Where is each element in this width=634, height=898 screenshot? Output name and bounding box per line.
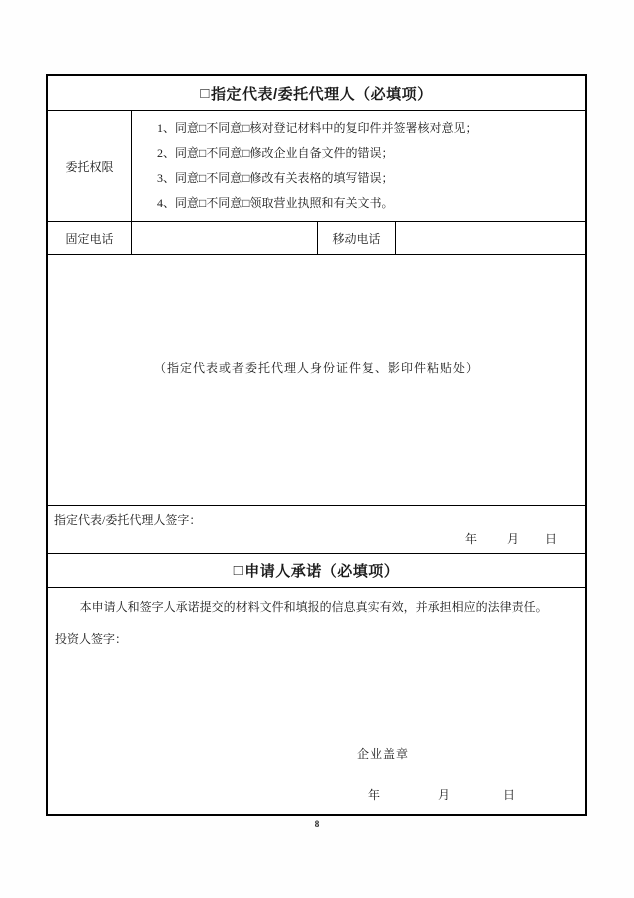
day-label: 日 <box>503 788 516 802</box>
page-number: 8 <box>314 819 320 829</box>
item4-disagree-checkbox[interactable]: □ <box>242 196 250 210</box>
authority-item-1 <box>157 116 585 141</box>
company-seal-label: 企业盖章 <box>357 747 410 761</box>
commitment-text: 本申请人和签字人承诺提交的材料文件和填报的信息真实有效，并承担相应的法律责任。 <box>79 600 548 614</box>
item2-text: 修改企业自备文件的错误； <box>249 146 394 160</box>
item2-disagree-checkbox[interactable]: □ <box>242 146 250 160</box>
mobile-phone-label-cell <box>318 222 396 254</box>
item1-disagree-label: 不同意 <box>206 121 243 135</box>
section2-title: 申请人承诺（必填项） <box>244 563 400 580</box>
item2-agree-label: 2、同意 <box>157 146 200 160</box>
item1-agree-label: 1、同意 <box>157 121 200 135</box>
authority-label-cell <box>48 111 132 221</box>
item3-text: 修改有关表格的填写错误； <box>249 171 394 185</box>
section2-title-checkbox[interactable]: □ <box>233 562 244 579</box>
month-label: 月 <box>438 788 451 802</box>
item1-disagree-checkbox[interactable]: □ <box>242 121 250 135</box>
mobile-phone-label: 移动电话 <box>332 231 381 246</box>
registration-form-table <box>46 74 587 816</box>
year-label: 年 <box>464 532 477 546</box>
phone-row <box>48 221 585 254</box>
item1-agree-checkbox[interactable]: □ <box>199 121 207 135</box>
item4-disagree-label: 不同意 <box>206 196 243 210</box>
item3-disagree-label: 不同意 <box>206 171 243 185</box>
section2-title-row <box>48 553 585 587</box>
fixed-phone-input-cell[interactable] <box>132 222 318 254</box>
id-paste-note: （指定代表或者委托代理人身份证件复、影印件粘贴处） <box>153 361 479 375</box>
authority-list <box>132 111 585 221</box>
item1-text: 核对登记材料中的复印件并签署核对意见； <box>249 121 478 135</box>
month-label: 月 <box>506 532 519 546</box>
mobile-phone-input-cell[interactable] <box>396 222 585 254</box>
fixed-phone-label-cell <box>48 222 132 254</box>
item4-agree-checkbox[interactable]: □ <box>199 196 207 210</box>
item3-agree-label: 3、同意 <box>157 171 200 185</box>
section1-title-checkbox[interactable]: □ <box>200 84 210 102</box>
section1-title: 指定代表/委托代理人（必填项） <box>210 85 433 103</box>
authority-item-4 <box>157 191 585 216</box>
item2-disagree-label: 不同意 <box>206 146 243 160</box>
year-label: 年 <box>368 788 381 802</box>
item3-agree-checkbox[interactable]: □ <box>199 171 207 185</box>
section1-title-row <box>48 76 585 110</box>
authority-row <box>48 110 585 221</box>
representative-signature-label: 指定代表/委托代理人签字： <box>54 513 202 527</box>
authority-item-2 <box>157 141 585 166</box>
commitment-section <box>48 587 585 814</box>
investor-signature-label[interactable]: 投资人签字： <box>55 632 128 646</box>
authority-label: 委托权限 <box>65 159 114 174</box>
authority-item-3 <box>157 166 585 191</box>
item2-agree-checkbox[interactable]: □ <box>199 146 207 160</box>
fixed-phone-label: 固定电话 <box>65 231 114 246</box>
day-label: 日 <box>544 532 557 546</box>
signature-date-line <box>48 530 585 553</box>
item3-disagree-checkbox[interactable]: □ <box>242 171 250 185</box>
id-paste-area[interactable] <box>48 254 585 505</box>
item4-agree-label: 4、同意 <box>157 196 200 210</box>
representative-signature-row[interactable] <box>48 505 585 553</box>
item4-text: 领取营业执照和有关文书。 <box>249 196 394 210</box>
